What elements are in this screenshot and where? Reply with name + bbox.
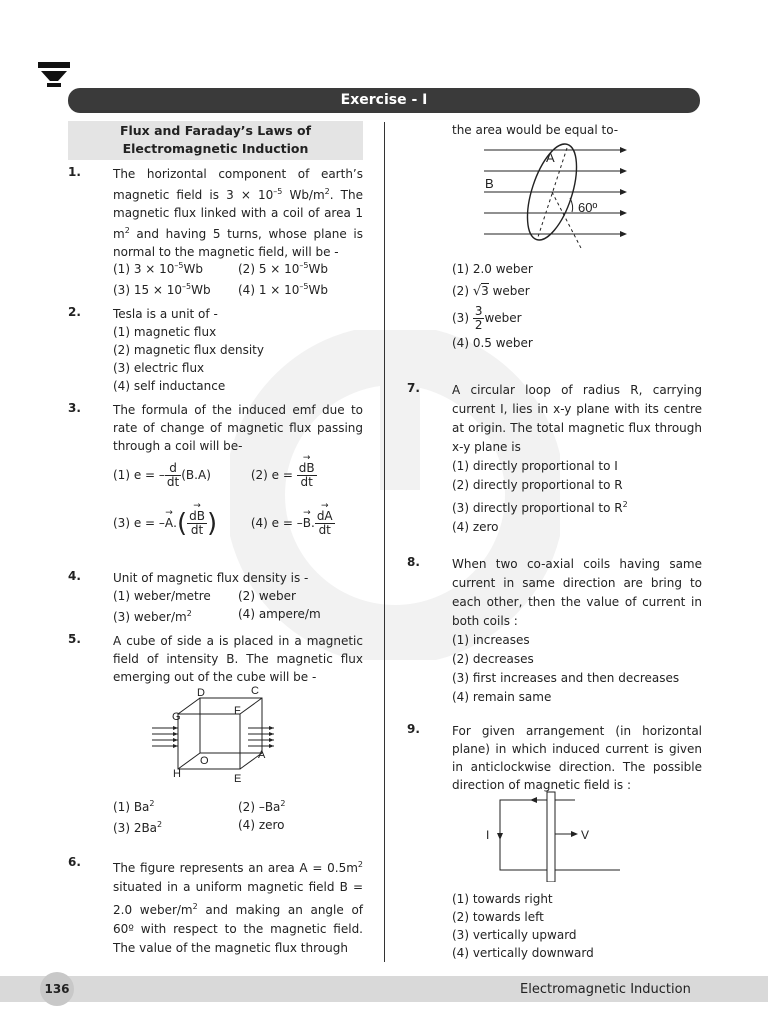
area-label-a: A: [546, 150, 555, 165]
area-diagram: [482, 140, 630, 252]
question-5-options: [113, 795, 363, 837]
option: (4) zero: [238, 818, 285, 832]
cube-label-a: A: [258, 749, 266, 761]
option: (3) $\frac{3}{2}$ weber: [452, 304, 522, 332]
question-7: A circular loop of radius R, carrying current I, lies in x-y plane with its centre at origin. The total magnetic flux through x-y plane is (1) directly proportional to I (2) directly proportional to R (3) directly proportional to $R^2$ (4) zero: [452, 381, 702, 537]
option: (4) 0.5 weber: [452, 336, 533, 350]
option: (4) $1 \times 10^{-5}Wb$: [238, 282, 328, 297]
current-arrow-icon: [530, 797, 537, 803]
question-6-text: The figure represents an area $A = 0.5m^2$ situated in a uniform magnetic field B = 2.0 weber/$m^2$ and making an angle of 60º with respect to the magnetic field. The value of the magnetic flux through: [113, 860, 364, 955]
option: (4) ampere/m: [238, 607, 321, 621]
section-title-line2: Electromagnetic Induction: [122, 141, 309, 156]
question-number: 6.: [68, 855, 81, 869]
question-number: 8.: [407, 555, 420, 569]
option: (2) –Ba$^2$: [238, 799, 286, 814]
cube-label-c: C: [251, 685, 259, 697]
cube-front-face: [178, 714, 240, 769]
cube-label-o: O: [200, 755, 209, 767]
option: (1) $3 \times 10^{-5}Wb$: [113, 261, 203, 276]
option: (3) weber/$m^2$: [113, 609, 192, 624]
cube-label-h: H: [173, 768, 181, 780]
option: (3) $15 \times 10^{-5}Wb$: [113, 282, 211, 297]
option: (3) 2Ba$^2$: [113, 820, 163, 835]
question-6-options: [452, 260, 702, 352]
question-3-options-row2: [113, 510, 373, 537]
question-4: Unit of magnetic flux density is - (1) weber/metre (2) weber (3) weber/$m^2$ (4) ampere/m: [113, 569, 363, 626]
question-9-options: [452, 890, 702, 962]
question-5-text: A cube of side a is placed in a magnetic field of intensity B. The magnetic flux emerging out of the cube will be -: [113, 634, 363, 684]
option: (2) decreases: [452, 652, 534, 666]
brand-logo-icon: [38, 62, 70, 88]
option: (1) directly proportional to I: [452, 459, 618, 473]
cube-label-g: G: [172, 711, 181, 723]
question-number: 3.: [68, 401, 81, 415]
option: (3) vertically upward: [452, 928, 577, 942]
question-number: 1.: [68, 165, 81, 179]
question-number: 9.: [407, 722, 420, 736]
question-2: Tesla is a unit of - (1) magnetic flux (2) magnetic flux density (3) electric flux (4) self inductance: [113, 305, 363, 395]
cube-diagram: [150, 684, 280, 786]
velocity-arrow-icon: [571, 831, 578, 837]
velocity-label: V: [581, 828, 590, 842]
question-6-continuation: the area would be equal to-: [452, 123, 619, 137]
section-title: [68, 121, 363, 160]
option: (1) e = – $\frac{d}{dt}$ (B.A): [113, 461, 211, 489]
page-number: 136: [40, 972, 74, 1006]
angle-label: 60º: [578, 200, 598, 215]
option: (2) towards left: [452, 910, 544, 924]
option: (2) $5 \times 10^{-5}Wb$: [238, 261, 328, 276]
cube-label-d: D: [197, 687, 205, 699]
exercise-header: Exercise - I: [68, 88, 700, 113]
section-title-line1: Flux and Faraday’s Laws of: [119, 123, 312, 138]
field-arrows: [152, 728, 274, 746]
option: (2) e = → $\frac{dB}{dt}$: [251, 462, 317, 489]
question-1-text: The horizontal component of earth’s magnetic field is $3 \times 10^{-5}$ $Wb/m^2$. The magnetic flux linked with a coil of area 1 $m^2$ and having 5 turns, whose plane is normal to the magnetic field, will be -: [113, 167, 364, 259]
question-number: 7.: [407, 381, 420, 395]
option: (1) towards right: [452, 892, 553, 906]
question-1-options: [113, 257, 363, 299]
option: (4) self inductance: [113, 379, 226, 393]
question-3-options-row1: [113, 462, 373, 489]
column-divider: [384, 122, 385, 962]
question-number: 2.: [68, 305, 81, 319]
question-3-text: The formula of the induced emf due to rate of change of magnetic flux passing through a coil will be-: [113, 403, 363, 453]
cube-label-f: F: [234, 705, 241, 717]
current-label: I: [486, 828, 490, 842]
option: (1) magnetic flux: [113, 325, 217, 339]
chapter-title: Electromagnetic Induction: [520, 982, 691, 997]
option: (1) increases: [452, 633, 530, 647]
question-number: 4.: [68, 569, 81, 583]
option: (3) electric flux: [113, 361, 205, 375]
option: (3) directly proportional to $R^2$: [452, 500, 628, 515]
option: (4) remain same: [452, 690, 552, 704]
question-9-text: For given arrangement (in horizontal plane) in which induced current is given in anticlockwise direction. The possible direction of magnetic field is :: [452, 724, 702, 792]
cube-back-face: [200, 698, 262, 753]
sliding-rod: [547, 792, 555, 882]
option: (1) weber/metre: [113, 589, 211, 603]
option: (1) 2.0 weber: [452, 262, 533, 276]
option: (4) e = –→ B. → $\frac{dA}{dt}$: [251, 510, 335, 537]
option: (1) Ba$^2$: [113, 799, 155, 814]
option: (4) vertically downward: [452, 946, 594, 960]
question-number: 5.: [68, 632, 81, 646]
current-arrow-icon: [497, 833, 503, 840]
option: (2) directly proportional to R: [452, 478, 623, 492]
option: (3) first increases and then decreases: [452, 671, 680, 685]
cube-label-e: E: [234, 773, 242, 785]
circuit-diagram: [480, 790, 630, 882]
option: (3) e = –→ A.( → $\frac{dB}{dt}$ ): [113, 510, 247, 537]
area-label-b: B: [485, 176, 494, 191]
option: (2) weber: [238, 589, 296, 603]
question-8: When two co-axial coils having same current in same direction are bring to each other, then the value of current in both coils : (1) increases (2) decreases (3) first increases and then decreases (4) remain same: [452, 555, 702, 707]
option: (2) magnetic flux density: [113, 343, 264, 357]
option: (2) √3 weber: [452, 284, 530, 299]
option: (4) zero: [452, 520, 499, 534]
